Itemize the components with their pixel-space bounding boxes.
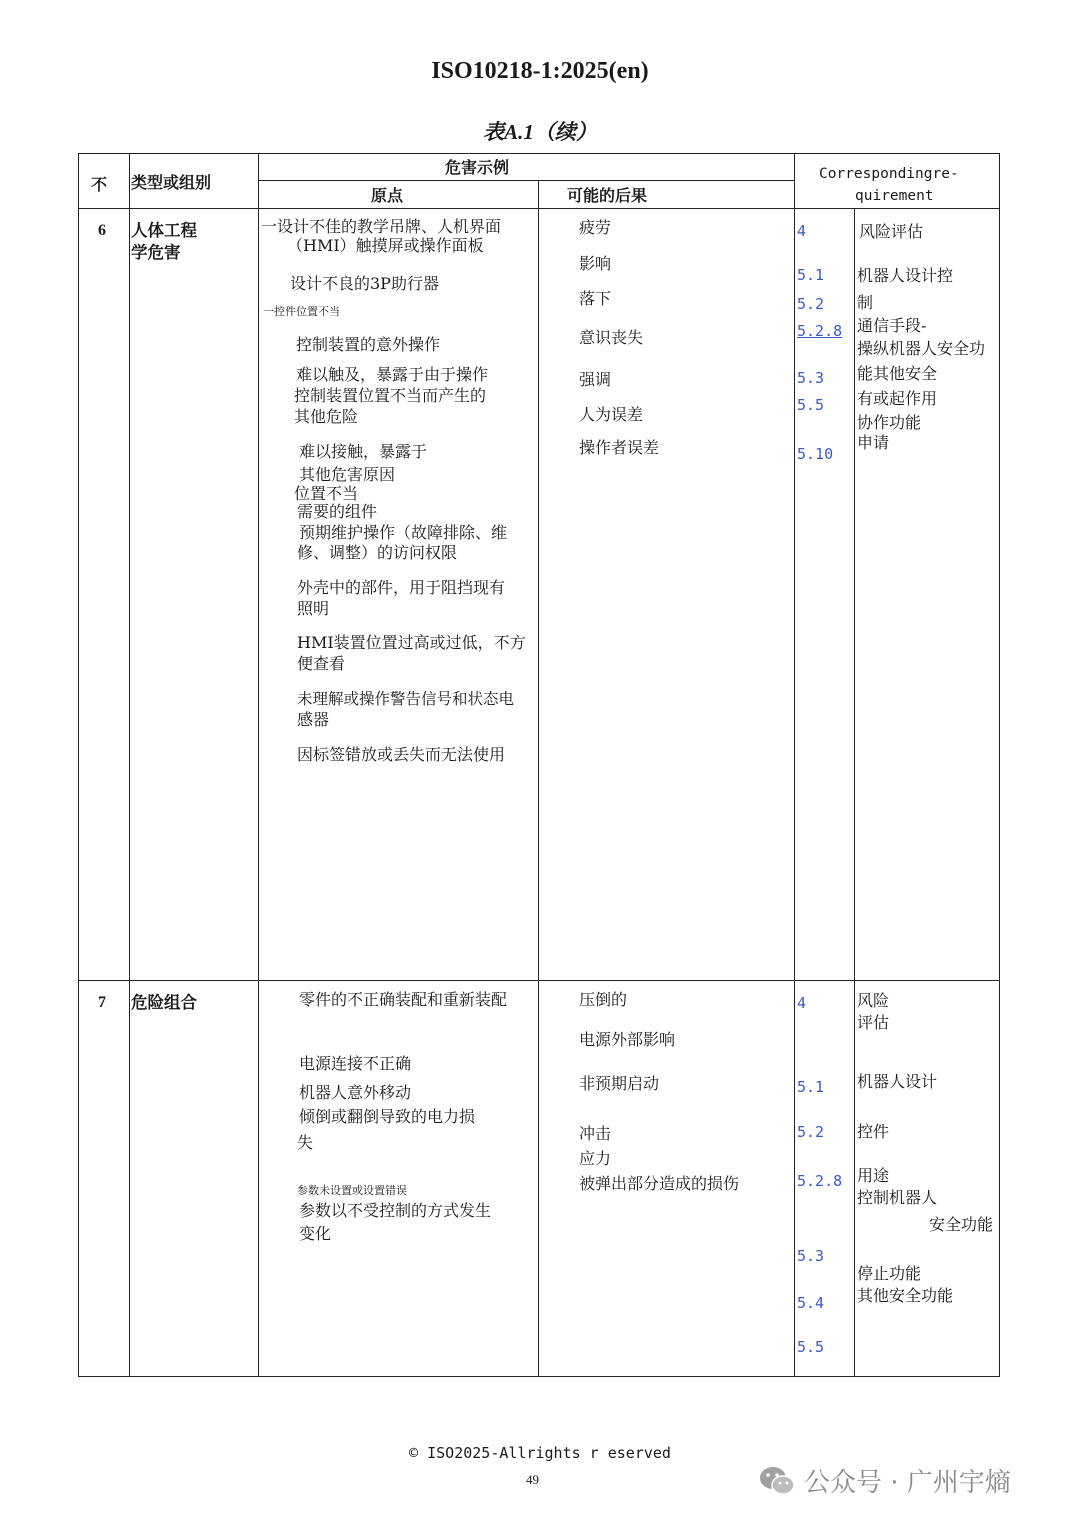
requirement-text: 控件 [857,1122,890,1141]
header-requirement-line2: quirement [855,188,934,204]
header-category: 类型或组别 [131,173,212,192]
consequence-text: 强调 [579,370,612,389]
table-title: 表A.1（续） [483,120,597,144]
requirement-text: 能其他安全 [857,364,938,383]
requirement-text: 控制机器人 [857,1188,938,1207]
footer-copyright: © ISO2025-Allrights r eserved [409,1444,671,1462]
origin-text: 照明 [297,599,330,618]
document-title: ISO10218-1:2025(en) [431,58,649,84]
origin-text: 因标签错放或丢失而无法使用 [297,745,506,764]
origin-text: 预期维护操作（故障排除、维 [299,523,508,542]
origin-text: 其他危险 [294,407,359,426]
header-requirement-line1: Correspondingre- [819,166,959,182]
consequence-text: 应力 [579,1149,612,1168]
row-number: 7 [98,994,106,1011]
origin-text: 一设计不佳的教学吊牌、人机界面 [261,217,502,236]
header-origin: 原点 [371,186,404,205]
requirement-text: 有或起作用 [857,389,938,408]
col-divider [794,154,795,1376]
category-label: 人体工程 [131,221,197,240]
requirement-text: 停止功能 [857,1264,922,1283]
clause-link[interactable]: 5.5 [797,396,825,414]
clause-link[interactable]: 5.4 [797,1294,825,1312]
consequence-text: 冲击 [579,1124,612,1143]
watermark [758,1462,1011,1499]
page-number: 49 [526,1472,539,1487]
consequence-text: 意识丧失 [579,328,644,347]
origin-text: 机器人意外移动 [299,1083,412,1102]
requirement-text: 操纵机器人安全功 [857,339,986,358]
wechat-icon [758,1464,796,1498]
col-divider [129,154,130,1376]
clause-link[interactable]: 5.2.8 [797,1172,843,1190]
requirement-text: 安全功能 [929,1215,994,1234]
header-hazard-examples: 危害示例 [445,158,510,177]
requirement-text: 其他安全功能 [857,1286,954,1305]
origin-text: 设计不良的3P助行器 [290,274,439,293]
origin-text: 控制装置的意外操作 [296,335,441,354]
origin-text: 位置不当 [294,484,359,503]
clause-link[interactable]: 5.5 [797,1338,825,1356]
origin-text: 感器 [297,710,330,729]
clause-link[interactable]: 5.2.8 [797,322,843,340]
origin-text: （HMI）触摸屏或操作面板 [287,236,484,255]
consequence-text: 被弹出部分造成的损伤 [579,1174,740,1193]
origin-text: 未理解或操作警告信号和状态电 [297,690,515,708]
clause-link[interactable]: 5.3 [797,369,825,387]
row-divider [79,980,999,981]
clause-link[interactable]: 5.10 [797,445,834,463]
consequence-text: 电源外部影响 [579,1030,676,1049]
requirement-text: 机器人设计控 [857,266,954,285]
origin-text: 难以接触，暴露于 [299,442,428,461]
origin-text: 参数以不受控制的方式发生 [299,1201,492,1220]
row-number: 6 [98,222,106,239]
row-divider [79,208,999,209]
consequence-text: 操作者误差 [579,438,660,457]
consequence-text: 疲劳 [579,218,612,237]
origin-text: 参数未设置或设置错误 [297,1184,407,1197]
clause-link[interactable]: 5.3 [797,1247,825,1265]
consequence-text: 压倒的 [579,990,628,1009]
clause-link[interactable]: 4 [797,994,807,1012]
origin-text: 便查看 [297,654,346,673]
requirement-text: 制 [857,293,874,312]
origin-text: HMI装置位置过高或过低，不方 [297,633,526,652]
category-label: 危险组合 [131,993,197,1012]
clause-link[interactable]: 5.2 [797,1123,825,1141]
row-divider [258,180,794,181]
col-divider [538,180,539,1376]
consequence-text: 人为误差 [579,405,644,424]
origin-text: 一控件位置不当 [263,305,340,318]
requirement-text: 风险 [857,991,890,1010]
header-no: 不 [91,175,108,194]
origin-text: 倾倒或翻倒导致的电力损 [299,1107,476,1126]
clause-link[interactable]: 5.1 [797,1078,825,1096]
col-divider [854,208,855,1376]
origin-text: 控制装置位置不当而产生的 [294,386,487,405]
origin-text: 难以触及，暴露于由于操作 [296,365,489,384]
consequence-text: 影响 [579,254,612,273]
origin-text: 需要的组件 [297,502,378,521]
clause-link[interactable]: 5.2 [797,295,825,313]
origin-text: 变化 [299,1224,332,1243]
consequence-text: 落下 [579,289,612,308]
origin-text: 零件的不正确装配和重新装配 [299,990,508,1009]
requirement-text: 通信手段- [857,316,927,335]
requirement-text: 机器人设计 [857,1072,938,1091]
requirement-text: 申请 [857,433,890,452]
col-divider [258,154,259,1376]
clause-link[interactable]: 4 [797,222,807,240]
header-consequences: 可能的后果 [567,186,648,205]
requirement-text: 风险评估 [859,222,924,241]
clause-link[interactable]: 5.1 [797,266,825,284]
watermark-text: 公众号 · 广州宇熵 [804,1468,1011,1498]
requirement-text: 协作功能 [857,413,922,432]
origin-text: 其他危害原因 [299,465,396,484]
requirement-text: 评估 [857,1013,890,1032]
category-label: 学危害 [131,243,181,262]
origin-text: 修、调整）的访问权限 [297,543,458,562]
origin-text: 失 [297,1133,314,1152]
consequence-text: 非预期启动 [579,1074,660,1093]
hazard-table [78,153,1000,1377]
origin-text: 电源连接不正确 [299,1054,412,1073]
origin-text: 外壳中的部件，用于阻挡现有 [297,578,506,597]
requirement-text: 用途 [857,1166,890,1185]
